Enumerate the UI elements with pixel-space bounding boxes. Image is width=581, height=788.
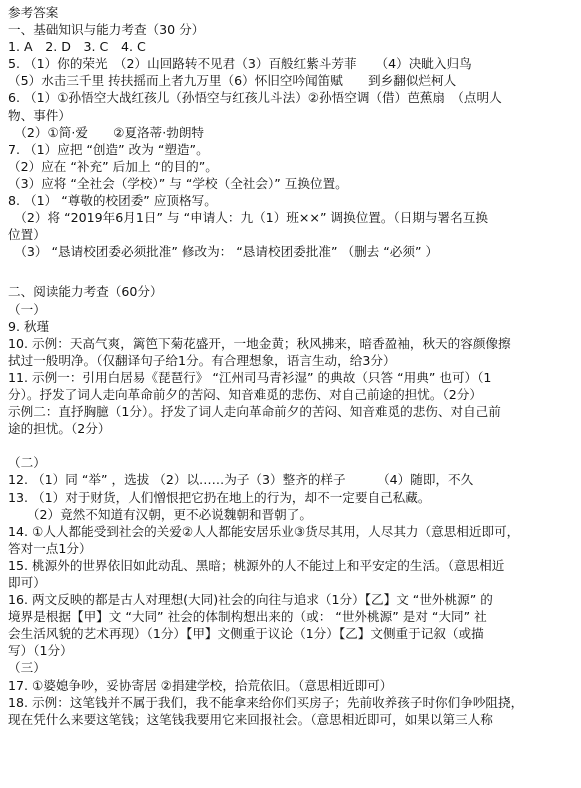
answer-line: 16. 两文反映的都是古人对理想(大同)社会的向往与追求（1分）【乙】文 “世外桃源” 的 xyxy=(8,592,493,608)
answer-line: 会生活风貌的艺术再现）（1分）【甲】文侧重于议论（1分）【乙】文侧重于记叙（或描 xyxy=(8,626,484,642)
answer-line: 1. A 2. D 3. C 4. C xyxy=(8,39,146,55)
section-two-heading: 二、阅读能力考查（60分） xyxy=(8,284,163,300)
answer-line: 途的担忧。（2分） xyxy=(8,421,111,437)
answer-line: 即可） xyxy=(8,575,46,590)
answer-line: 位置） xyxy=(8,227,46,243)
answer-line: （2）竟然不知道有汉朝，更不必说魏朝和晋朝了。 xyxy=(8,506,312,522)
answer-line: 12. （1）同 “举” ，选拔 （2）以……为子（3）整齐的样子 （4）随即，不久 xyxy=(8,472,474,488)
answer-line: 9. 秋瑾 xyxy=(8,318,50,334)
answer-line: （2）应在 “补充” 后加上 “的目的”。 xyxy=(8,158,218,174)
subsection-heading: （一） xyxy=(8,301,46,317)
answer-line: 物、事件） xyxy=(8,107,71,123)
answer-line: 5. （1）你的荣光 （2）山回路转不见君（3）百般红紫斗芳菲 （4）决眦入归鸟 xyxy=(8,56,472,72)
subsection-heading: （三） xyxy=(8,660,46,676)
answer-line: 写）（1分） xyxy=(8,643,73,659)
section-spacer xyxy=(8,437,575,454)
answer-line: 15. 桃源外的世界依旧如此动乱、黑暗；桃源外的人不能过上和平安定的生活。（意思相近 xyxy=(8,557,505,573)
answer-line: （2）①简·爱 ②夏洛蒂·勃朗特 xyxy=(8,124,205,140)
answer-line: 6. （1）①孙悟空大战红孩儿（孙悟空与红孩儿斗法）②孙悟空调（借）芭蕉扇 （点明人 xyxy=(8,90,502,106)
subsection-heading: （二） xyxy=(8,455,46,471)
answer-line: 14. ①人人都能受到社会的关爱②人人都能安居乐业③货尽其用，人尽其力（意思相近即可， xyxy=(8,523,520,539)
answer-line: 17. ①婆媳争吵，妥协寄居 ②捐建学校，拾荒依旧。（意思相近即可） xyxy=(8,677,393,693)
answer-line: 7. （1）应把 “创造” 改为 “塑造”。 xyxy=(8,141,209,157)
answer-line: （2）将 “2019年6月1日” 与 “申请人：九（1）班××” 调换位置。（日期与署名互换 xyxy=(8,210,488,226)
answer-line: 答对一点1分） xyxy=(8,540,92,556)
answer-line: （3）应将 “全社会（学校）” 与 “学校（全社会）” 互换位置。 xyxy=(8,175,348,191)
answer-line: 示例二：直抒胸臆（1分）。抒发了词人走向革命前夕的苦闷、知音难觅的悲伤、对自己前 xyxy=(8,404,501,420)
answer-line: （3） “恳请校团委必须批准” 修改为： “恳请校团委批准” （删去 “必须” ） xyxy=(8,244,439,260)
answer-line: 11. 示例一：引用白居易《琵琶行》 “江州司马青衫湿” 的典故（只答 “用典” 也可）（1 xyxy=(8,369,492,385)
document-title: 参考答案 xyxy=(8,5,59,20)
answer-line: 拭过一般明净。（仅翻译句子给1分。有合理想象，语言生动，给3分） xyxy=(8,352,396,368)
section-one-heading: 一、基础知识与能力考查（30 分） xyxy=(8,22,205,38)
answer-line: （5）水击三千里 抟扶摇而上者九万里（6）怀旧空吟闻笛赋 到乡翻似烂柯人 xyxy=(8,73,457,89)
answer-line: 现在凭什么来要这笔钱；这笔钱我要用它来回报社会。（意思相近即可，如果以第三人称 xyxy=(8,711,493,727)
answer-line: 分）。抒发了词人走向革命前夕的苦闷、知音难觅的悲伤、对自己前途的担忧。（2分） xyxy=(8,386,482,402)
answer-line: 境界是根据【甲】文 “大同” 社会的体制构想出来的（或： “世外桃源” 是对 “大同” 社 xyxy=(8,609,487,625)
answer-line: 10. 示例：天高气爽，篱笆下菊花盛开，一地金黄；秋风拂来，暗香盈袖，秋天的容颜像擦 xyxy=(8,335,511,351)
answer-line: 18. 示例：这笔钱并不属于我们，我不能拿来给你们买房子；先前收养孩子时你们争吵阻挠， xyxy=(8,694,524,710)
section-spacer xyxy=(8,260,575,283)
answer-line: 13. （1）对于财货，人们憎恨把它扔在地上的行为，却不一定要自己私藏。 xyxy=(8,489,431,505)
answer-line: 8. （1） “尊敬的校团委” 应顶格写。 xyxy=(8,193,217,209)
